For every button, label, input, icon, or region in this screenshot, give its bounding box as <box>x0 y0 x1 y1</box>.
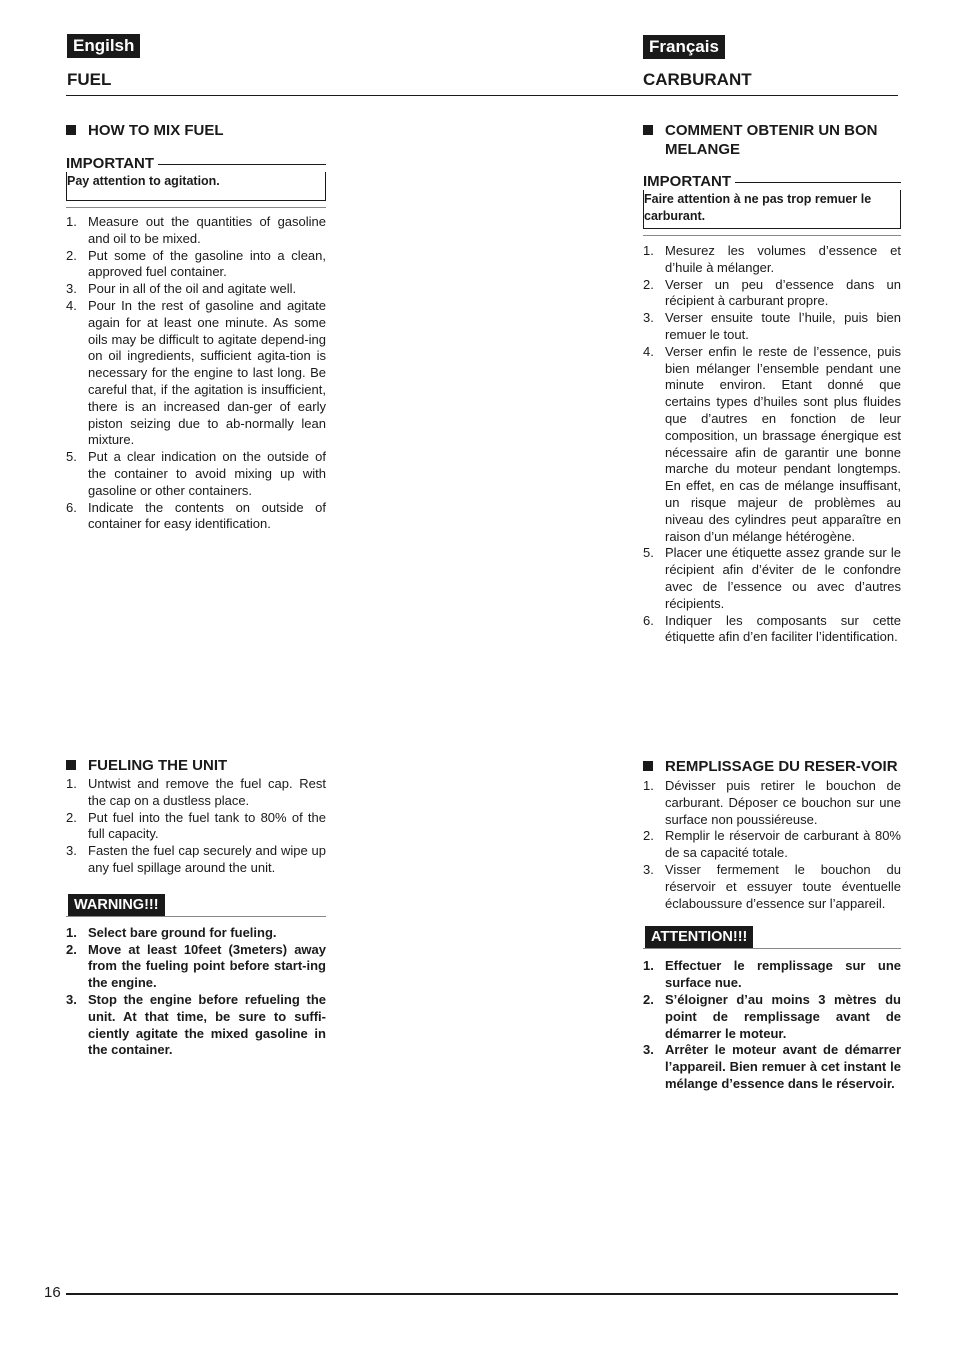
square-bullet-icon <box>66 760 76 770</box>
en-fueling-heading: FUELING THE UNIT <box>66 756 326 775</box>
fr-warning-list <box>643 958 901 1092</box>
list-item-text: Put fuel into the fuel tank to 80% of the full capacity. <box>88 809 326 842</box>
warning-item <box>643 992 901 1042</box>
list-item-text: Arrêter le moteur avant de démarrer l’appareil. Bien remuer à cet instant le mélange d’essence dans le réservoir. <box>665 1042 901 1091</box>
list-item <box>643 310 901 344</box>
list-item-number: 5. <box>643 545 654 561</box>
fr-fueling-section <box>643 757 901 1093</box>
fr-important-text: Faire attention à ne pas trop remuer le carburant. <box>643 190 901 229</box>
list-item <box>66 281 326 298</box>
en-fueling-section <box>66 756 326 1059</box>
section-title-english: FUEL <box>67 70 112 89</box>
list-item <box>643 277 901 311</box>
list-item <box>643 243 901 277</box>
list-item-number: 2. <box>66 809 77 825</box>
list-item-number: 2. <box>643 991 654 1007</box>
fr-mix-steps <box>643 243 901 646</box>
list-item-text: Fasten the fuel cap securely and wipe up any fuel spillage around the unit. <box>88 843 326 875</box>
list-item-number: 1. <box>66 776 77 791</box>
list-item-number: 6. <box>66 499 77 515</box>
square-bullet-icon <box>643 125 653 135</box>
en-important-underline <box>66 207 326 208</box>
list-item-text: Mesurez les volumes d’essence et d’huile à mélanger. <box>665 243 901 275</box>
en-mix-heading: HOW TO MIX FUEL <box>66 121 326 140</box>
list-item <box>66 500 326 534</box>
list-item-text: Placer une étiquette assez grande sur le récipient afin d’éviter de le confondre avec de l’essence ou avec d’autres récipients. <box>665 545 901 611</box>
list-item-text: Remplir le réservoir de carburant à 80% de sa capacité totale. <box>665 828 901 861</box>
list-item <box>66 776 326 810</box>
en-fueling-steps <box>66 776 326 877</box>
list-item-number: 2. <box>643 828 654 844</box>
fr-important-label: IMPORTANT <box>643 173 901 191</box>
header-rule <box>66 95 898 96</box>
section-title-french: CARBURANT <box>643 70 752 89</box>
list-item-text: Pour In the rest of gasoline and agitate again for at least one minute. As some oils may be difficult to agitate depend-ing on oil ingredients, sufficient agita-tion is necessary for the engine to last long. Be careful that, if the agitation is insufficient, there is an increased dan-ger of early piston seizing due to ab-normally lean mixture. <box>88 297 326 448</box>
list-item-text: Effectuer le remplissage sur une surface nue. <box>665 958 901 991</box>
list-item <box>66 843 326 877</box>
list-item-text: Measure out the quantities of gasoline and oil to be mixed. <box>88 214 326 246</box>
warning-item <box>643 958 901 992</box>
list-item <box>643 828 901 862</box>
fr-mix-section <box>643 121 901 646</box>
list-item-text: S’éloigner d’au moins 3 mètres du point de remplissage avant de démarrer le moteur. <box>665 991 901 1041</box>
list-item-number: 2. <box>643 276 654 292</box>
footer-rule <box>66 1293 898 1295</box>
warning-item <box>66 942 326 992</box>
list-item-text: Put a clear indication on the outside of the container to avoid mixing up with gasoline or other containers. <box>88 449 326 498</box>
en-warning-list <box>66 925 326 1059</box>
page-number: 16 <box>44 1284 61 1301</box>
list-item <box>66 248 326 282</box>
language-tab-english: Engilsh <box>67 34 140 58</box>
fr-important-box <box>643 173 901 229</box>
list-item <box>643 545 901 612</box>
list-item-text: Visser fermement le bouchon du réservoir et essuyer toute éventuelle éclaboussure d’essence sur l’appareil. <box>665 861 901 911</box>
en-warning-header <box>66 894 326 917</box>
list-item-number: 1. <box>643 243 654 258</box>
en-warning-label: WARNING!!! <box>68 894 165 916</box>
list-item-text: Indiquer les composants sur cette étiquette afin d’en faciliter l’identification. <box>665 612 901 645</box>
list-item-text: Stop the engine before refueling the unit. At that time, be sure to suffi-ciently agitate the mixed gasoline in the container. <box>88 991 326 1058</box>
list-item-number: 3. <box>66 843 77 859</box>
list-item-number: 3. <box>643 310 654 326</box>
list-item-text: Select bare ground for fueling. <box>88 924 277 940</box>
square-bullet-icon <box>66 125 76 135</box>
warning-item <box>66 992 326 1059</box>
list-item <box>643 344 901 546</box>
list-item-number: 5. <box>66 449 77 465</box>
list-item-number: 3. <box>643 861 654 877</box>
list-item <box>66 810 326 844</box>
en-important-label: IMPORTANT <box>66 155 326 173</box>
list-item-text: Verser ensuite toute l’huile, puis bien remuer le tout. <box>665 310 901 342</box>
list-item-text: Indicate the contents on outside of container for easy identification. <box>88 499 326 532</box>
language-tab-french: Français <box>643 35 725 59</box>
list-item-text: Move at least 10feet (3meters) away from the fueling point before start-ing the engine. <box>88 941 326 991</box>
list-item-number: 2. <box>66 247 77 263</box>
en-mix-steps <box>66 214 326 533</box>
list-item <box>66 214 326 248</box>
list-item-number: 1. <box>643 958 654 974</box>
list-item <box>643 613 901 647</box>
fr-warning-header <box>643 926 901 949</box>
fr-fueling-steps <box>643 778 901 912</box>
list-item-number: 3. <box>66 281 77 297</box>
fr-warning-label: ATTENTION!!! <box>645 926 753 948</box>
list-item <box>66 298 326 449</box>
list-item-text: Verser un peu d’essence dans un récipient à carburant propre. <box>665 276 901 309</box>
list-item-text: Verser enfin le reste de l’essence, puis bien mélanger l’ensemble pendant une minute environ. Etant donné que certains types d’huiles sont plus fluides que d’autres en fonction de leur composition, un brassage énergique est nécessaire afin de garantir une bonne marche du moteur pendant longtemps. En effet, en cas de mélange insuffisant, un risque majeur de problèmes au niveau des cylindres peut apparaître en raison d’un mélange hétérogène. <box>665 343 901 544</box>
list-item-number: 1. <box>643 778 654 793</box>
warning-item <box>643 1042 901 1092</box>
list-item <box>643 862 901 912</box>
list-item-number: 2. <box>66 941 77 957</box>
list-item-text: Untwist and remove the fuel cap. Rest the cap on a dustless place. <box>88 776 326 808</box>
list-item-number: 3. <box>66 991 77 1007</box>
warning-item <box>66 925 326 942</box>
list-item-text: Dévisser puis retirer le bouchon de carburant. Déposer ce bouchon sur une surface non poussiéreuse. <box>665 778 901 827</box>
en-mix-section <box>66 121 326 533</box>
list-item-number: 6. <box>643 612 654 628</box>
list-item <box>66 449 326 499</box>
fr-mix-heading: COMMENT OBTENIR UN BON MELANGE <box>643 121 901 159</box>
list-item-number: 1. <box>66 214 77 229</box>
fr-important-underline <box>643 235 901 236</box>
square-bullet-icon <box>643 761 653 771</box>
list-item-number: 4. <box>643 343 654 359</box>
list-item-text: Put some of the gasoline into a clean, approved fuel container. <box>88 247 326 280</box>
en-important-box <box>66 155 326 201</box>
list-item-text: Pour in all of the oil and agitate well. <box>88 281 297 297</box>
list-item <box>643 778 901 828</box>
fr-fueling-heading: REMPLISSAGE DU RESER-VOIR <box>643 757 901 776</box>
list-item-number: 3. <box>643 1042 654 1058</box>
list-item-number: 4. <box>66 297 77 313</box>
en-important-text: Pay attention to agitation. <box>66 172 326 201</box>
list-item-number: 1. <box>66 924 77 940</box>
